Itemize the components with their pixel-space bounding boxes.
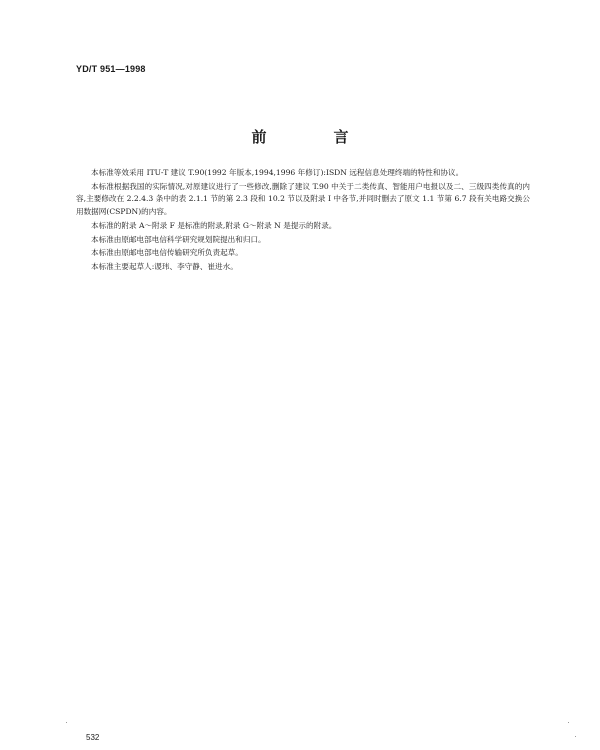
paragraph: 本标准根据我国的实际情况,对原建议进行了一些修改,删除了建议 T.90 中关于二类传真、智能用户电报以及二、三级四类传真的内容,主要修改在 2.2.4.3 条中的表 2.1.1 节的第 2.3 段和 10.2 节以及附录 I 中各节,并同时删去了原文 1.1 节第 6.7 段有关电路交换公用数据网(CSPDN)的内容。 (76, 181, 530, 216)
scan-speck (66, 722, 67, 723)
scan-speck (568, 722, 569, 723)
standard-code: YD/T 951—1998 (76, 64, 146, 74)
page-number: 532 (86, 733, 100, 742)
paragraph: 本标准由原邮电部电信科学研究规划院提出和归口。 (91, 234, 266, 244)
paragraph: 本标准等效采用 ITU-T 建议 T.90(1992 年版本,1994,1996 年修订):ISDN 远程信息处理终端的特性和协议。 (91, 168, 464, 177)
paragraph: 本标准由原邮电部电信传输研究所负责起草。 (91, 248, 243, 258)
paragraph: 本标准主要起草人:谡玮、李守静、崔进水。 (91, 262, 238, 272)
scan-speck (575, 736, 576, 737)
paragraph: 本标准的附录 A～附录 F 是标准的附录,附录 G～附录 N 是提示的附录。 (91, 220, 337, 230)
page-title: 前 言 (251, 128, 375, 146)
foreword-body (76, 167, 530, 275)
